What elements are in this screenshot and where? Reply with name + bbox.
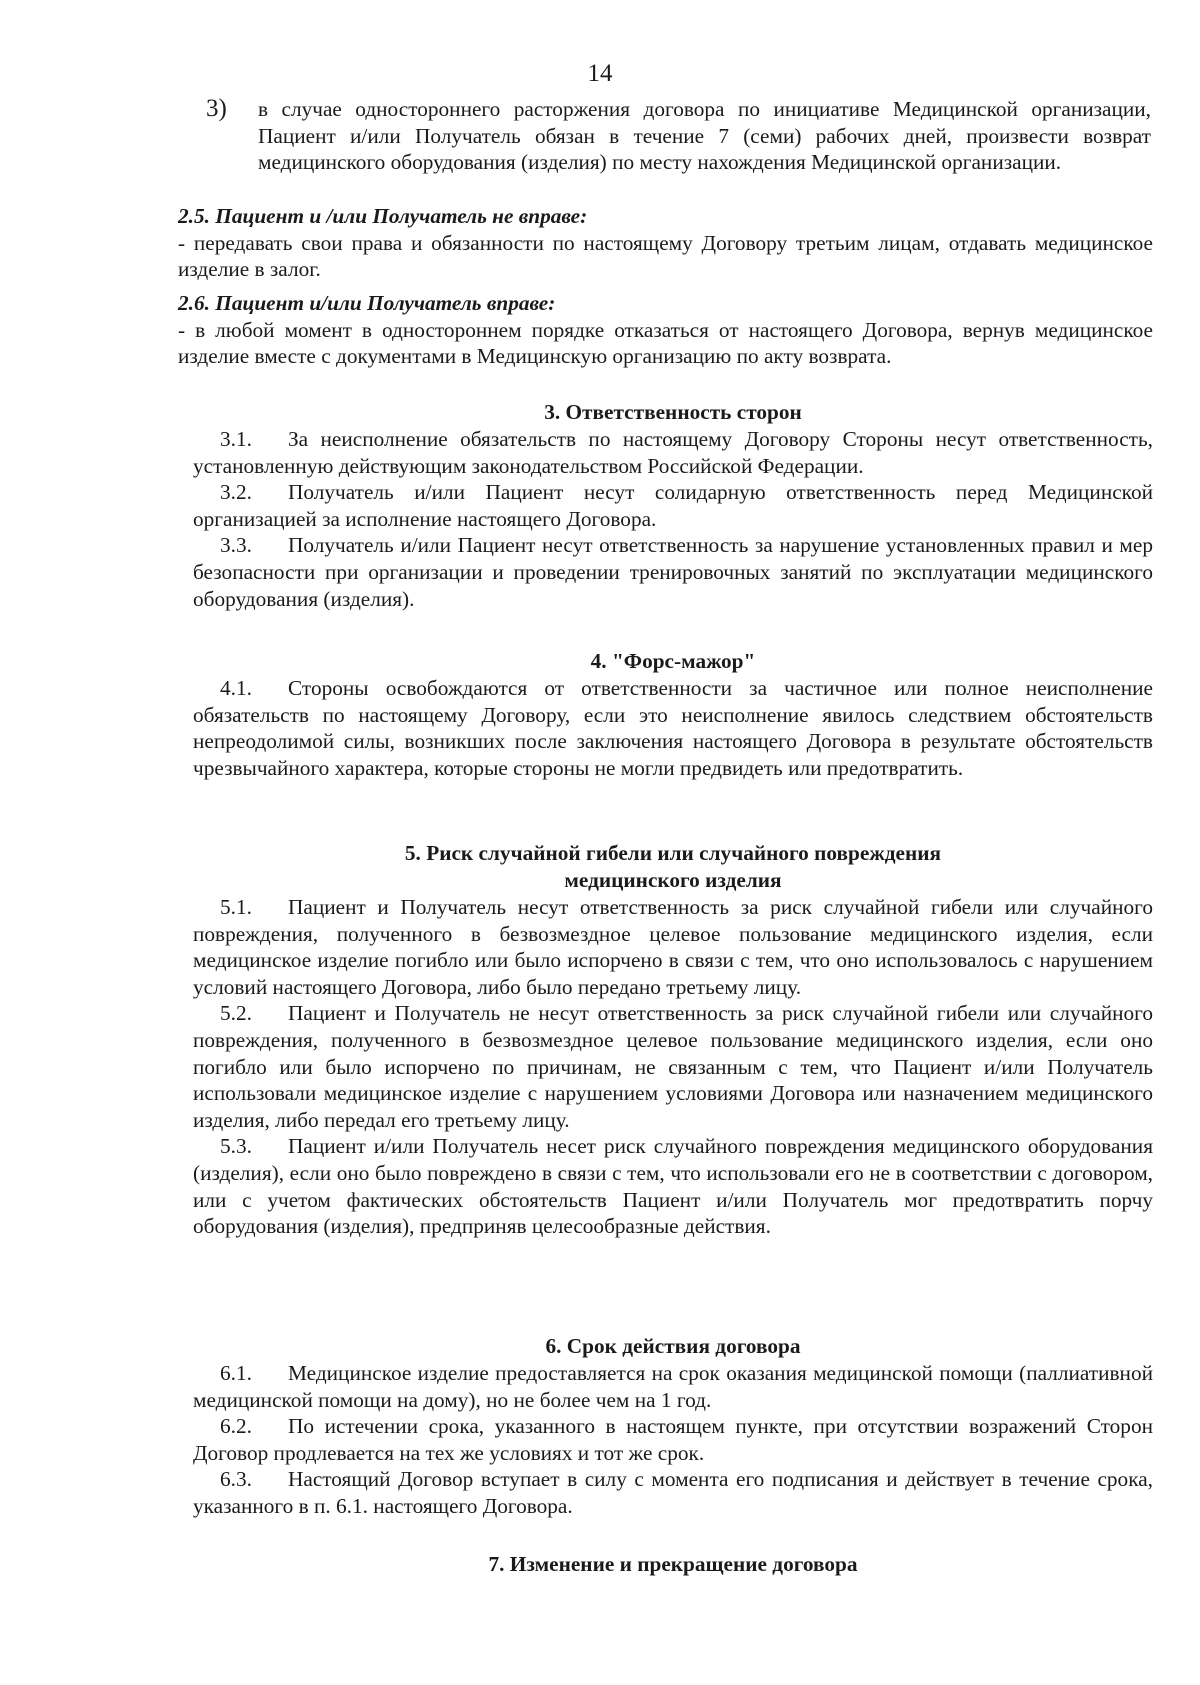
list-item-text: в случае одностороннего расторжения договора по инициативе Медицинской организации, Пациент и/или Получатель обязан в течение 7 (семи) рабочих дней, произвести возврат медицинского оборудования (изделия) по месту нахождения Медицинской организации.	[258, 97, 1151, 175]
clause-5-2	[193, 1000, 1153, 1133]
clause-number: 6.1.	[220, 1361, 252, 1385]
section-5-heading	[193, 840, 1153, 893]
section-3-heading: 3. Ответственность сторон	[544, 400, 802, 424]
clause-number: 3.1.	[220, 427, 252, 451]
section-6-body	[193, 1360, 1153, 1520]
clause-6-2	[193, 1413, 1153, 1466]
clause-number: 5.1.	[220, 895, 252, 919]
section-5-heading-line1: 5. Риск случайной гибели или случайного повреждения	[404, 841, 942, 865]
clause-3-1	[193, 426, 1153, 479]
clause-6-1	[193, 1360, 1153, 1413]
clause-text: Пациент и/или Получатель несет риск случайного повреждения медицинского оборудования (изделия), если оно было повреждено в связи с тем, что использовали его не в соответствии с договором, или с учетом фактических обстоятельств Пациент и/или Получатель мог предотвратить порчу оборудования (изделия), предприняв целесообразные действия.	[193, 1134, 1153, 1239]
clause-text: Пациент и Получатель не несут ответственность за риск случайной гибели или случайного повреждения, полученного в безвозмездное целевое пользование медицинского изделия, если оно погибло или было испорчено по причинам, не связанным с тем, что Пациент и/или Получатель использовали медицинское изделие с нарушением условиями Договора или назначением медицинского изделия, либо передал его третьему лицу.	[193, 1001, 1153, 1132]
clause-text: Получатель и/или Пациент несут солидарную ответственность перед Медицинской организацией за исполнение настоящего Договора.	[193, 480, 1153, 531]
section-2-5-text: - передавать свои права и обязанности по настоящему Договору третьим лицам, отдавать медицинское изделие в залог.	[178, 230, 1153, 282]
section-6-heading: 6. Срок действия договора	[545, 1334, 801, 1358]
clause-number: 5.2.	[220, 1001, 252, 1026]
section-2-5	[178, 203, 1153, 283]
clause-number: 5.3.	[220, 1134, 252, 1159]
section-3-body	[193, 426, 1153, 612]
clause-5-1	[193, 894, 1153, 1000]
section-4-heading: 4. "Форс-мажор"	[590, 649, 756, 673]
clause-text: По истечении срока, указанного в настоящем пункте, при отсутствии возражений Сторон Договор продлевается на тех же условиях и тот же срок.	[193, 1414, 1153, 1465]
clause-4-1	[193, 675, 1153, 781]
section-5-body	[193, 894, 1153, 1240]
clause-3-3	[193, 532, 1153, 612]
section-7-heading: 7. Изменение и прекращение договора	[488, 1552, 858, 1576]
list-marker: 3)	[206, 95, 227, 122]
section-2-6-heading: 2.6. Пациент и/или Получатель вправе:	[178, 291, 556, 315]
section-2-6-text: - в любой момент в одностороннем порядке отказаться от настоящего Договора, вернув медицинское изделие вместе с документами в Медицинскую организацию по акту возврата.	[178, 317, 1153, 369]
clause-6-3	[193, 1466, 1153, 1519]
clause-number: 6.2.	[220, 1414, 252, 1439]
clause-number: 4.1.	[220, 676, 252, 700]
clause-text: Пациент и Получатель несут ответственность за риск случайной гибели или случайного повреждения, полученного в безвозмездное целевое пользование медицинского изделия, если медицинское изделие погибло или было испорчено в связи с тем, что оно использовалось с нарушением условий настоящего Договора, либо было передано третьему лицу.	[193, 895, 1153, 999]
clause-number: 3.2.	[220, 480, 252, 505]
clause-text: Получатель и/или Пациент несут ответственность за нарушение установленных правил и мер безопасности при организации и проведении тренировочных занятий по эксплуатации медицинского оборудования (изделия).	[193, 533, 1153, 611]
clause-text: Медицинское изделие предоставляется на срок оказания медицинской помощи (паллиативной медицинской помощи на дому), но не более чем на 1 год.	[193, 1361, 1153, 1412]
section-2-5-heading: 2.5. Пациент и /или Получатель не вправе:	[178, 204, 588, 228]
clause-3-2	[193, 479, 1153, 532]
clause-text: За неисполнение обязательств по настоящему Договору Стороны несут ответственность, установленную действующим законодательством Российской Федерации.	[193, 427, 1153, 478]
page-number: 14	[587, 60, 613, 87]
section-2-6	[178, 290, 1153, 370]
clause-number: 6.3.	[220, 1467, 252, 1492]
clause-number: 3.3.	[220, 533, 252, 558]
clause-5-3	[193, 1133, 1153, 1239]
section-4-body	[193, 675, 1153, 781]
clause-text: Стороны освобождаются от ответственности за частичное или полное неисполнение обязательств по настоящему Договору, если это неисполнение явилось следствием обстоятельств непреодолимой силы, возникших после заключения настоящего Договора в результате обстоятельств чрезвычайного характера, которые стороны не могли предвидеть или предотвратить.	[193, 676, 1153, 780]
clause-text: Настоящий Договор вступает в силу с момента его подписания и действует в течение срока, указанного в п. 6.1. настоящего Договора.	[193, 1467, 1153, 1518]
section-5-heading-line2: медицинского изделия	[564, 867, 782, 892]
